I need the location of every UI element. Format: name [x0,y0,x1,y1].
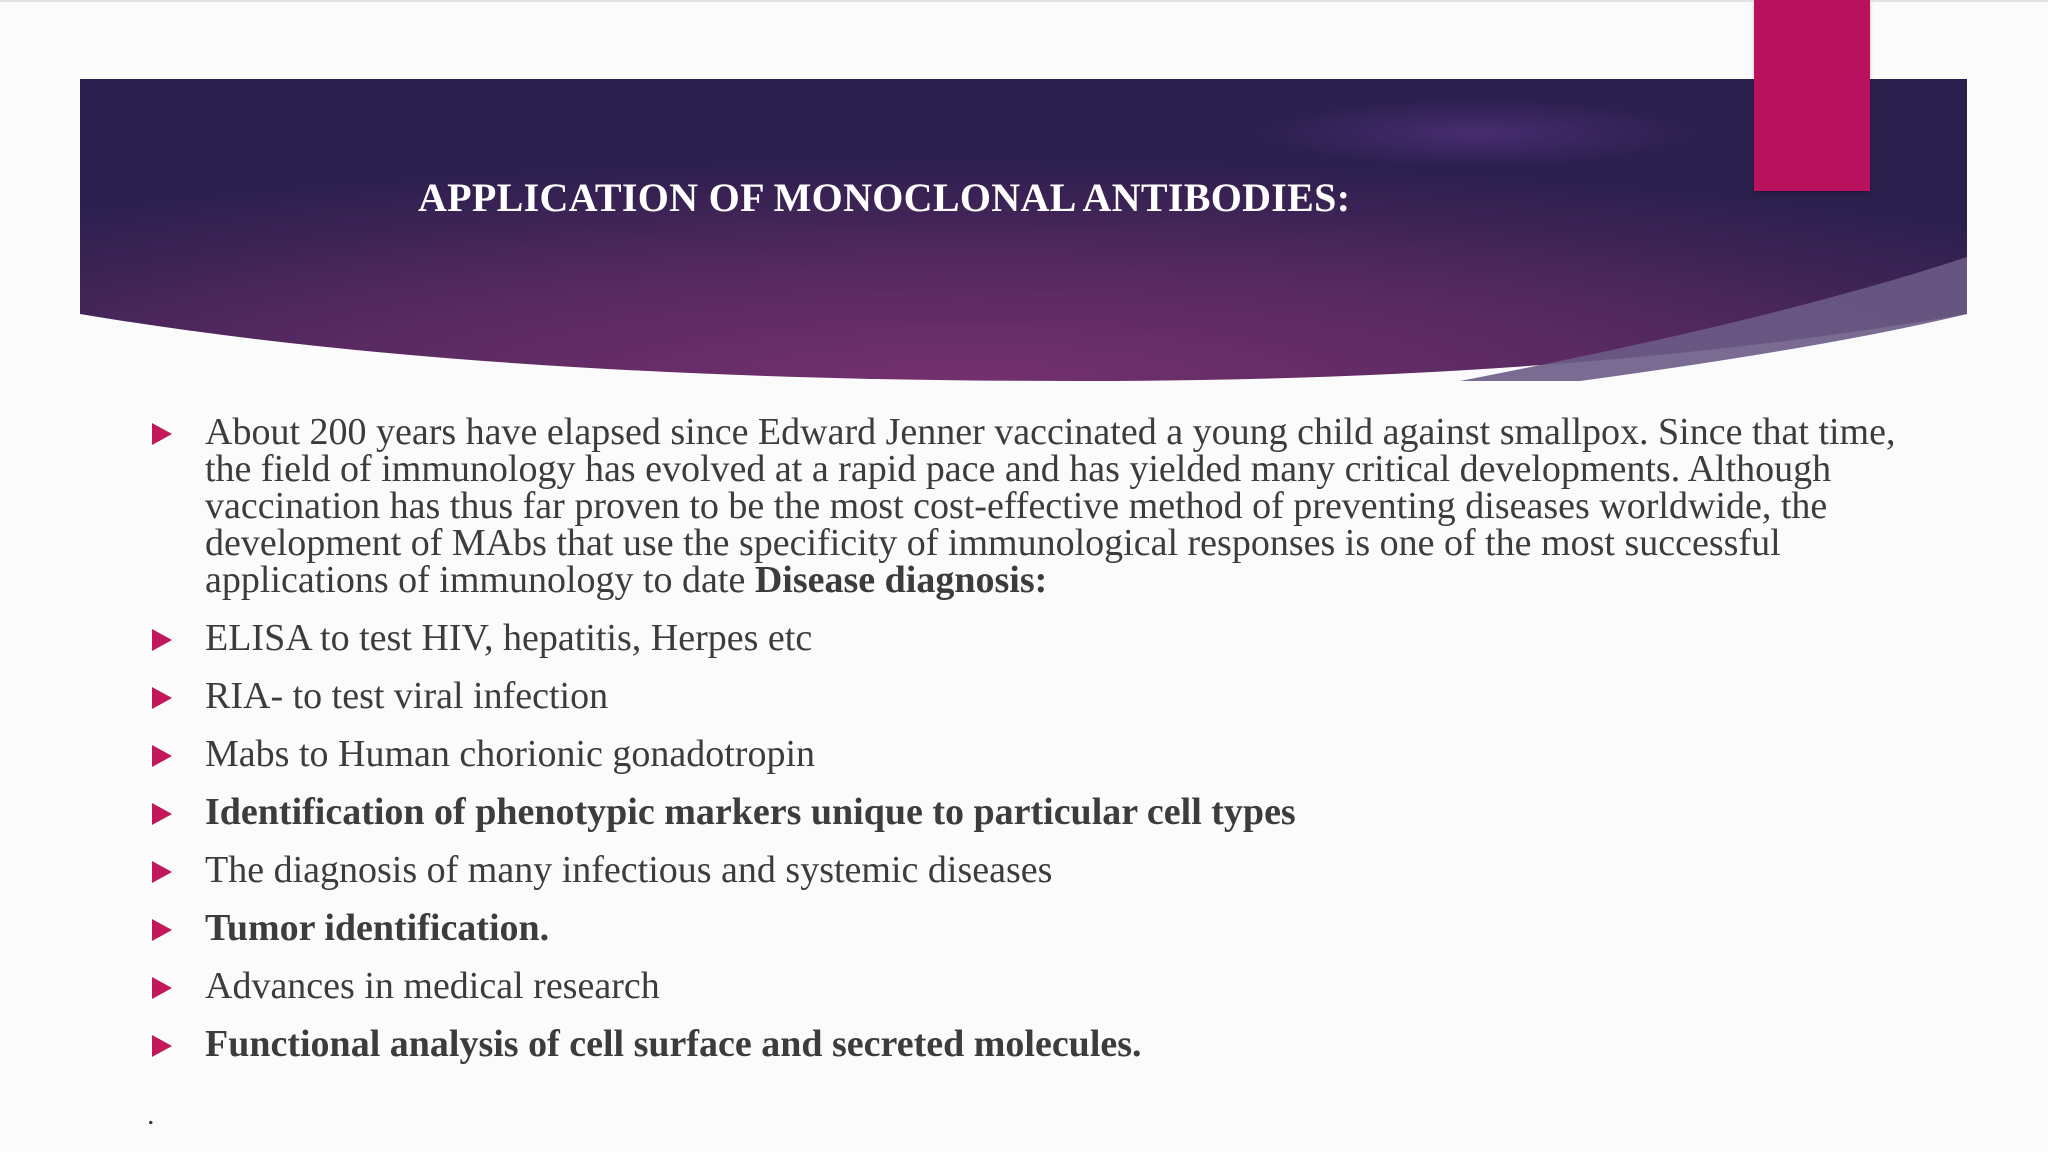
triangle-right-icon [152,629,172,651]
list-item-ria [148,675,1928,717]
top-border-line [0,0,2048,2]
list-item-hcg [148,733,1928,775]
list-item-intro [148,411,1928,601]
triangle-right-icon [152,423,172,445]
intro-paragraph [205,411,1928,601]
list-item-text: Tumor identification. [205,907,550,949]
list-item-text: Functional analysis of cell surface and secreted molecules. [205,1023,1142,1065]
list-item-text: RIA- to test viral infection [205,675,609,717]
triangle-right-icon [152,861,172,883]
list-item-diagnosis [148,849,1928,891]
intro-text: About 200 years have elapsed since Edward Jenner vaccinated a young child against smallpox. Since that time, the field of immunology has evolved at a rapid pace and has yielded many critical developments. Although vaccination has thus far proven to be the most cost-effective method of preventing diseases worldwide, the development of MAbs that use the specificity of immunological responses is one of the most successful applications of immunology to date [205,411,1896,601]
list-item-research [148,965,1928,1007]
list-item-text: Identification of phenotypic markers unique to particular cell types [205,791,1296,833]
list-item-phenotypic-markers [148,791,1928,833]
list-item-tumor [148,907,1928,949]
triangle-right-icon [152,687,172,709]
title-banner [80,79,1967,381]
slide-content [148,411,1928,1084]
trailing-mark: . [147,1098,155,1131]
bullet-list [148,411,1928,1065]
list-item-functional-analysis [148,1023,1928,1065]
list-item-text: Mabs to Human chorionic gonadotropin [205,733,816,775]
triangle-right-icon [152,803,172,825]
list-item-text: ELISA to test HIV, hepatitis, Herpes etc [205,617,813,659]
accent-tab [1754,0,1870,191]
triangle-right-icon [152,745,172,767]
triangle-right-icon [152,1035,172,1057]
list-item-elisa [148,617,1928,659]
list-item-text: The diagnosis of many infectious and systemic diseases [205,849,1053,891]
triangle-right-icon [152,977,172,999]
list-item-text: Advances in medical research [205,965,660,1007]
slide-title: APPLICATION OF MONOCLONAL ANTIBODIES: [418,175,1351,220]
disease-diagnosis-heading: Disease diagnosis: [754,559,1048,601]
triangle-right-icon [152,919,172,941]
